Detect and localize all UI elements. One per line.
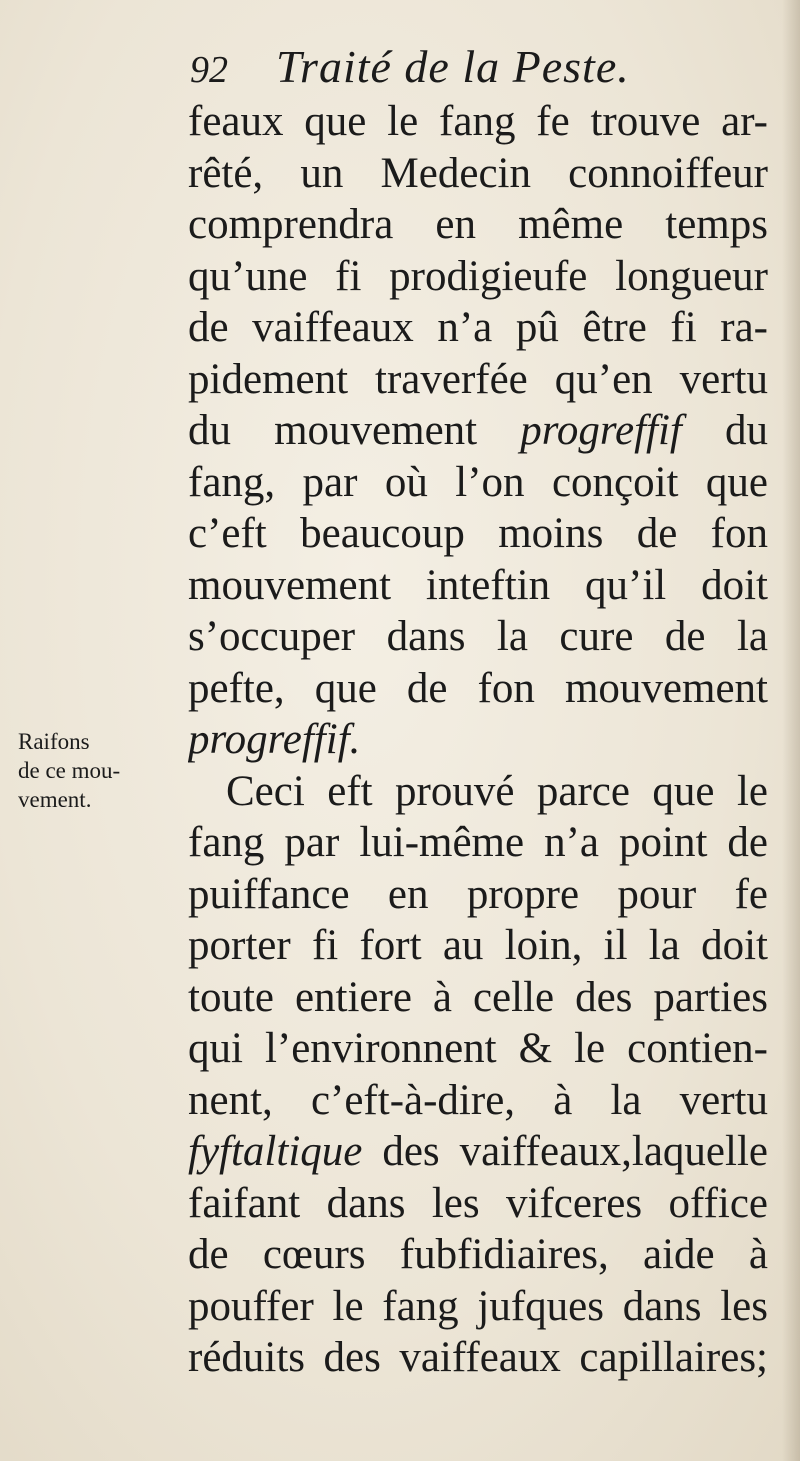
text-line: du mouvement progreffif du: [188, 407, 768, 454]
text-line: pouffer le fang jufques dans les: [188, 1282, 768, 1330]
margin-note-line: de ce mou-: [18, 758, 121, 783]
text-line: fyftaltique des vaiffeaux,laquelle: [188, 1128, 768, 1175]
running-title: Traité de la Peste.: [276, 41, 630, 92]
text-line: mouvement inteftin qu’il doit: [188, 561, 768, 609]
text-line: toute entiere à celle des parties: [188, 973, 768, 1021]
body-text: [188, 96, 768, 1384]
text-line: faifant dans les vifceres office: [188, 1179, 768, 1227]
text-line: Ceci eft prouvé parce que le: [226, 767, 768, 815]
margin-note-line: Raifons: [18, 729, 90, 754]
text-line: c’eft beaucoup moins de fon: [188, 510, 768, 557]
text-line: pefte, que de fon mouvement: [188, 664, 768, 712]
text-line: nent, c’eft-à-dire, à la vertu: [188, 1076, 768, 1124]
text-line: de cœurs fubfidiaires, aide à: [188, 1231, 768, 1278]
text-line: progreffif.: [188, 716, 361, 763]
text-line: qu’une fi prodigieufe longueur: [188, 252, 768, 300]
page-number: 92: [190, 49, 228, 91]
margin-note: [18, 727, 168, 814]
text-line: feaux que le fang fe trouve ar-: [188, 98, 768, 145]
margin-note-line: vement.: [18, 787, 92, 812]
text-line: puiffance en propre pour fe: [188, 870, 768, 918]
text-line: porter fi fort au loin, il la doit: [188, 922, 768, 969]
text-line: fang par lui-même n’a point de: [188, 819, 768, 866]
text-line: réduits des vaiffeaux capillaires;: [188, 1334, 768, 1381]
running-head: [190, 40, 750, 92]
text-line: comprendra en même temps: [188, 201, 768, 248]
text-line: de vaiffeaux n’a pû être fi ra-: [188, 304, 768, 351]
page-edge-shadow: [782, 0, 800, 1461]
text-line: rêté, un Medecin connoiffeur: [188, 149, 768, 197]
text-line: s’occuper dans la cure de la: [188, 613, 768, 660]
text-line: qui l’environnent & le contien-: [188, 1025, 768, 1072]
text-line: pidement traverfée qu’en vertu: [188, 355, 768, 403]
text-line: fang, par où l’on conçoit que: [188, 458, 768, 506]
